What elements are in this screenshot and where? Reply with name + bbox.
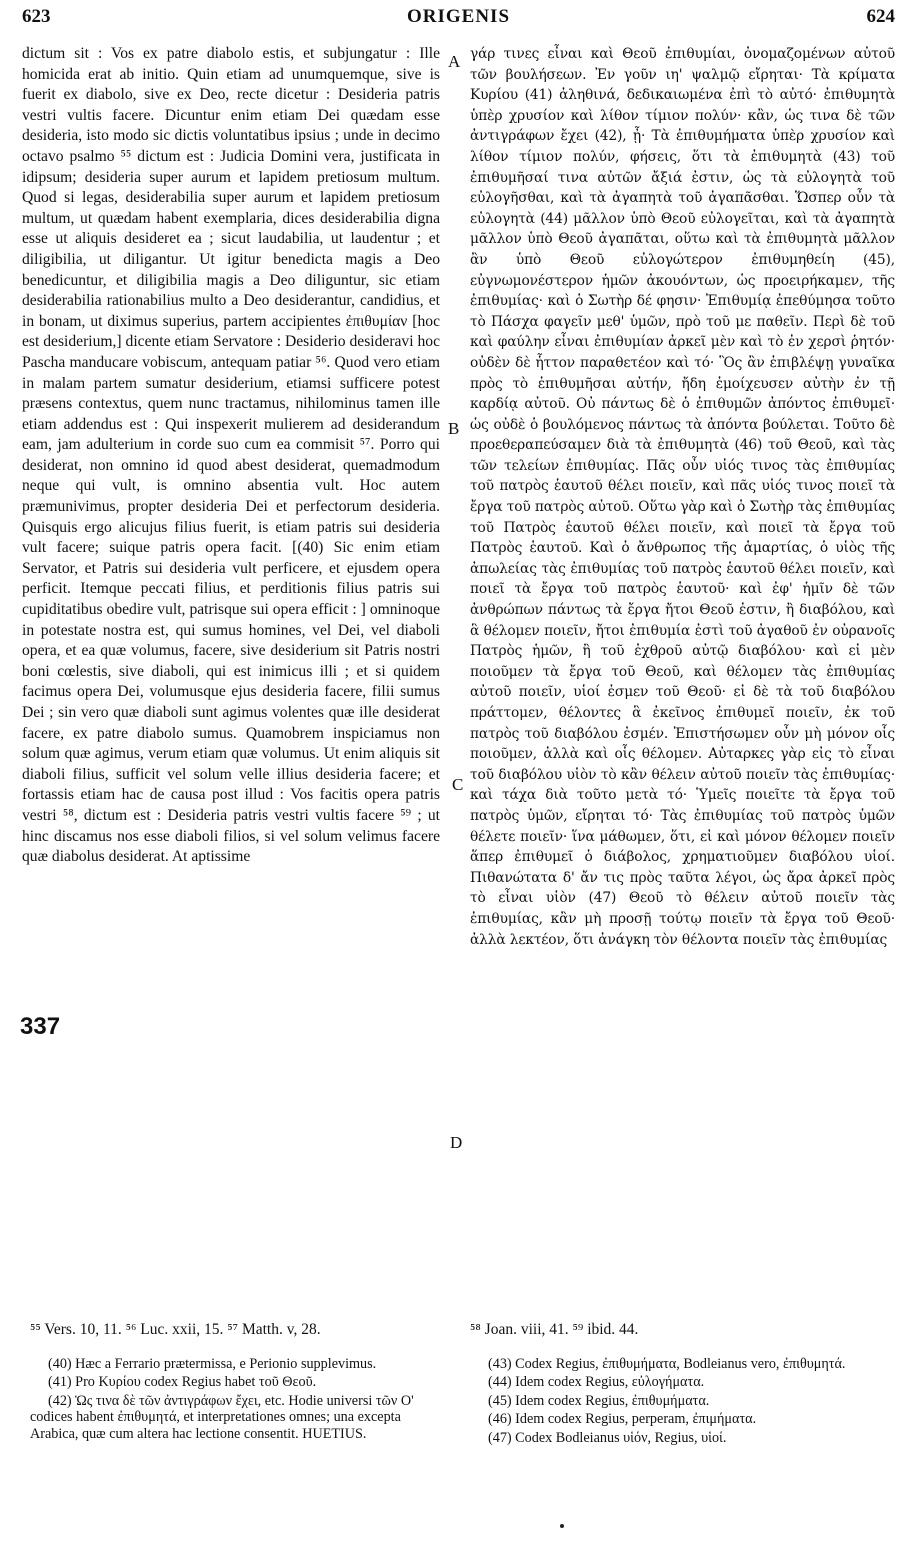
margin-letter-a: A <box>448 52 461 71</box>
right-page-number: 624 <box>866 6 895 27</box>
critical-note: (44) Idem codex Regius, εὐλογήματα. <box>488 1374 705 1391</box>
critical-note: (43) Codex Regius, ἐπιθυμήματα, Bodleianus vero, ἐπιθυμητά. <box>488 1356 846 1372</box>
running-title: ORIGENIS <box>406 6 511 27</box>
margin-letter-c: C <box>452 775 464 794</box>
critical-note: (47) Codex Bodleianus υἱόν, Regius, υἱοί. <box>488 1429 727 1446</box>
left-page-number: 623 <box>22 6 51 27</box>
critical-notes-right <box>470 1356 890 1448</box>
scripture-notes-left: ⁵⁵ Vers. 10, 11. ⁵⁶ Luc. xxii, 15. ⁵⁷ Matth. v, 28. <box>30 1321 321 1338</box>
critical-note: (40) Hæc a Ferrario prætermissa, e Perionio supplevimus. <box>48 1356 377 1372</box>
critical-notes-left <box>30 1356 435 1444</box>
running-header <box>22 6 895 30</box>
latin-paragraph: dictum sit : Vos ex patre diabolo estis, et subjungatur : Ille homicida erat ab initio. Quin etiam ad unumquemque, sive is fuerit ex diabolo, sive ex Deo, recte dicetur : Desideria patris vestri vultis facere. Dicuntur enim etiam Dei quædam esse desideria, isto modo sic dictis voluntatibus ipsius ; unde in decimo octavo psalmo ⁵⁵ dictum est : Judicia Domini vera, justificata in idipsum; desideria super aurum et lapidem pretiosum multum. Quod si legas, desiderabilia super aurum et lapidem pretiosum multum, ut quædam habent exemplaria, dices desiderabilia digna esse ut aliquis desideret ea ; sicut laudabilia, ut laudentur ; et diligibilia, ut diligantur. Ut igitur benedicta magis a Deo benedicuntur, et diligibilia magis a Deo diliguntur, sic etiam desiderabilia rationabilius multo a Deo desiderantur, candidius, et in bonam, ut diximus superius, partem accipientes ἐπιθυμίαν [hoc est desiderium,] dicente etiam Servatore : Desiderio desideravi hoc Pascha manducare vobiscum, antequam patiar ⁵⁶. Quod vero etiam in malam partem sumatur desiderium, etiamsi sufficere potest præsens contextus, quem nunc tractamus, nihilominus tamen ille etiam addendus est : Qui inspexerit mulierem ad desiderandum eam, jam adulterium in corde suo cum ea commisit ⁵⁷. Porro qui desiderat, non omnino id quod abest desiderat, quemadmodum neque qui vult, is omnino absentia vult. Hoc autem præmunivimus, propter desideria Dei et perfectorum desideria. Quisquis ergo alicujus filius fuerit, is etiam patris sui desideria vult facere; suique patris opera facit. [(40) Sic enim etiam Servator, et Patris sui desideria vult perficere, et ejusdem opera perficit. Itemque peccati filius, et perditionis filius patris sui cupiditatibus obedire vult, patrisque sui opera efficit : ] omninoque in potestate nostra est, qui sumus homines, vel Dei, vel diaboli opera, et ea quæ volumus, facere, sive desiderium sit Patris nostri boni cœlestis, sive diaboli, qui est inimicus illi ; et si quidem facimus opera Dei, volumusque ejus desideria facere, filii sumus Dei ; sin vero quæ diaboli sunt agimus volentes quæ ille desiderat facere, ex patre diabolo sumus. Quamobrem inspiciamus non solum quæ agimus, verum etiam quæ volumus. Ut enim aliquis sit diaboli filius, sufficit vel solum velle illius desideria facere; et fortassis etiam hac de causa post illud : Vos facitis opera patris vestri ⁵⁸, dictum est : Desideria patris vestri vultis facere ⁵⁹ ; ut hinc discamus nos esse diaboli filios, si vel solum velimus facere quæ diabolus desiderat. At aptissime <box>22 45 440 866</box>
margin-letter-b: B <box>448 419 460 438</box>
latin-column <box>22 44 440 868</box>
critical-note: (45) Idem codex Regius, ἐπιθυμήματα. <box>488 1392 710 1409</box>
greek-column <box>470 44 895 950</box>
margin-letter-d: D <box>450 1133 463 1152</box>
greek-paragraph: γάρ τινες εἶναι καὶ Θεοῦ ἐπιθυμίαι, ὀνομαζομένων αὐτοῦ τῶν βουλήσεων. Ἐν γοῦν ιη' ψαλμῷ εἴρηται· Τὰ κρίματα Κυρίου (41) ἀληθινά, δεδικαιωμένα ἐπὶ τὸ αὐτό· ἐπιθυμητὰ ὑπὲρ χρυσίον καὶ λίθον τίμιον πολύν· κἂν, ὡς τινα δὲ τῶν ἀντιγράφων ἔχει (42), ᾖ· Τὰ ἐπιθυμήματα ὑπὲρ χρυσίον καὶ λίθον τίμιον πολύν, φήσεις, ὅτι τὰ ἐπιθυμητὰ (43) τοῦ ἐπιθυμῆσαί τινα αὐτῶν ἄξιά ἐστιν, ὡς τὰ εὐλογητὰ τοῦ εὐλογῆσθαι, καὶ τὰ ἀγαπητὰ τοῦ ἀγαπᾶσθαι. Ὥσπερ οὖν τὰ εὐλογητὰ (44) μᾶλλον ὑπὸ Θεοῦ εὐλογεῖται, καὶ τὰ ἀγαπητὰ μᾶλλον ὑπὸ Θεοῦ ἀγαπᾶται, οὕτω καὶ τὰ ἐπιθυμητὰ μᾶλλον ἂν ὑπὸ Θεοῦ εὐλογώτερον ἐπιθυμηθείη (45), εὐγνωμονέστερον ἡμῶν ἀκουόντων, ὡς προειρήκαμεν, τῆς ἐπιθυμίας· καὶ ὁ Σωτὴρ δέ φησιν· Ἐπιθυμίᾳ ἐπεθύμησα τοῦτο τὸ Πάσχα φαγεῖν μεθ' ὑμῶν, πρὸ τοῦ με παθεῖν. Περὶ δὲ τοῦ καὶ φαύλην εἶναι ἐπιθυμίαν ἀρκεῖ μὲν καὶ τὸ ἐν χερσὶ ῥητόν· οὐδὲν δὲ ἧττον παραθετέον καὶ τό· Ὃς ἂν ἐπιβλέψῃ γυναῖκα πρὸς τὸ ἐπιθυμῆσαι αὐτήν, ἤδη ἐμοίχευσεν αὐτὴν ἐν τῇ καρδίᾳ αὐτοῦ. Οὐ πάντως δὲ ὁ ἐπιθυμῶν ἀπόντος ἐπιθυμεῖ· ὡς οὐδὲ ὁ βουλόμενος πάντως τὰ ἀπόντα βούλεται. Τοῦτο δὲ προεθεραπεύσαμεν διὰ τὰ ἐπιθυμητὰ (46) τοῦ Θεοῦ, καὶ τὰς τῶν τελείων ἐπιθυμίας. Πᾶς οὖν υἱός τινος τὰς ἐπιθυμίας τοῦ πατρὸς ἑαυτοῦ θέλει ποιεῖν, καὶ πᾶς υἱός τινος ποιεῖ τὰ ἔργα τοῦ πατρὸς αὐτοῦ. Οὕτω γὰρ καὶ ὁ Σωτὴρ τὰς ἐπιθυμίας τοῦ Πατρὸς ἑαυτοῦ θέλει ποιεῖν, καὶ ποιεῖ τὰ ἔργα τοῦ Πατρὸς ἑαυτοῦ. Καὶ ὁ ἄνθρωπος τῆς ἁμαρτίας, ὁ υἱὸς τῆς ἀπωλείας τὰς ἐπιθυμίας τοῦ πατρὸς ἑαυτοῦ θέλει ποιεῖν, καὶ ποιεῖ τὰ ἔργα τοῦ πατρὸς ἑαυτοῦ· καὶ ἐφ' ἡμῖν δὲ τῶν ἀνθρώπων πάντως τὰ ἔργα ἤτοι Θεοῦ ἐστιν, ἢ διαβόλου, καὶ ἃ θέλομεν ποιεῖν, ἤτοι ἐπιθυμία ἐστὶ τοῦ ἀγαθοῦ ἐν οὐρανοῖς Πατρὸς ἡμῶν, ἢ τοῦ ἐχθροῦ αὐτῷ διαβόλου· καὶ εἰ μὲν ποιοῦμεν τὰ ἔργα τοῦ Θεοῦ, καὶ θέλομεν τὰς ἐπιθυμίας αὐτοῦ ποιεῖν, υἱοί ἐσμεν τοῦ Θεοῦ· εἰ δὲ τὰ τοῦ διαβόλου πράττομεν, θέλοντες ἃ ἐκεῖνος ἐπιθυμεῖ ποιεῖν, ἐκ τοῦ πατρὸς τοῦ διαβόλου ἐσμέν. Ἐπιστήσωμεν οὖν μὴ μόνον οἷς ποιοῦμεν, ἀλλὰ καὶ οἷς θέλομεν. Αὐταρκες γὰρ εἰς τὸ εἶναι τοῦ διαβόλου υἱὸν τὸ κἂν θέλειν αὐτοῦ ποιεῖν τὰς ἐπιθυμίας· καὶ τάχα διὰ τοῦτο μετὰ τό· Ὑμεῖς ποιεῖτε τὰ ἔργα τοῦ πατρὸς ὑμῶν, εἴρηται τό· Τὰς ἐπιθυμίας τοῦ πατρὸς ὑμῶν θέλετε ποιεῖν· ἵνα μάθωμεν, ὅτι, εἰ καὶ μόνον θέλομεν ποιεῖν ἅπερ ἐπιθυμεῖ ὁ διάβολος, χρηματιοῦμεν διαβόλου υἱοί. Πιθανώτατα δ' ἄν τις πρὸς ταῦτα λέγοι, ὡς ἄρα ἀρκεῖ πρὸς τὸ εἶναι υἱὸν (47) Θεοῦ τὸ θέλειν αὐτοῦ ποιεῖν τὰς ἐπιθυμίας, κἂν μὴ προσῇ τούτῳ ποιεῖν τὰ ἔργα τοῦ Θεοῦ· ἀλλὰ λεκτέον, ὅτι ἀνάγκη τὸν θέλοντα ποιεῖν τὰς ἐπιθυμίας <box>470 46 895 948</box>
critical-note: (42) Ὡς τινα δὲ τῶν ἀντιγράφων ἔχει, etc. Hodie universi τῶν Ο' codices habent ἐπιθυμητά, et interpretationes omnes; una excepta Arabica, quæ cum altera hac lectione consentit. HUETIUS. <box>30 1392 414 1442</box>
margin-column-number: 337 <box>20 1013 61 1040</box>
scripture-notes-right: ⁵⁸ Joan. viii, 41. ⁵⁹ ibid. 44. <box>470 1321 639 1338</box>
critical-note: (46) Idem codex Regius, perperam, ἐπιμήματα. <box>488 1411 757 1428</box>
ink-speck <box>560 1524 564 1528</box>
critical-note: (41) Pro Κυρίου codex Regius habet τοῦ Θεοῦ. <box>48 1374 317 1391</box>
